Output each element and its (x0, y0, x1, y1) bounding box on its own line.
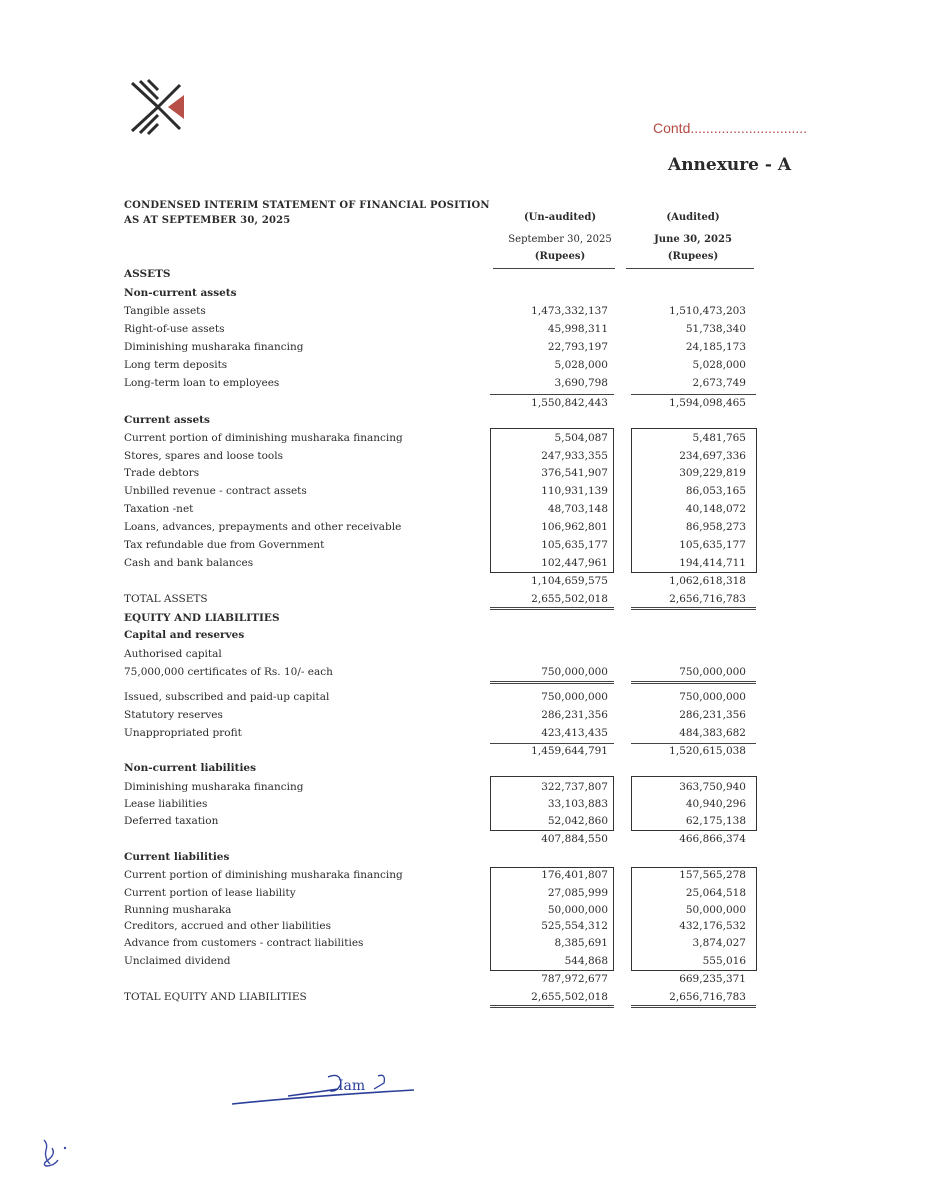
value-col1: 3,690,798 (554, 377, 608, 389)
value-col1: 376,541,907 (541, 467, 608, 479)
row-label: Long term deposits (124, 359, 228, 371)
value-col2: 3,874,027 (692, 937, 746, 949)
row-label: Running musharaka (124, 904, 232, 916)
row-label: 75,000,000 certificates of Rs. 10/- each (124, 666, 333, 678)
value-col1: 544,868 (564, 955, 608, 967)
row-label: Current portion of diminishing musharaka financing (124, 869, 403, 881)
annexure-heading: Annexure - A (668, 155, 792, 175)
value-col2: 750,000,000 (679, 691, 746, 703)
row-label: ASSETS (124, 268, 171, 280)
value-col1: 5,504,087 (554, 432, 608, 444)
subtotal-col1: 1,104,659,575 (531, 575, 608, 587)
row-label: Current portion of diminishing musharaka financing (124, 432, 403, 444)
value-col1: 322,737,807 (541, 781, 608, 793)
row-label: Authorised capital (124, 648, 222, 660)
row-label: Non-current liabilities (124, 762, 257, 774)
row-label: EQUITY AND LIABILITIES (124, 612, 280, 624)
row-label: Unclaimed dividend (124, 955, 231, 967)
value-col2: 234,697,336 (679, 450, 746, 462)
value-col2: 309,229,819 (679, 467, 746, 479)
row-label: Creditors, accrued and other liabilities (124, 920, 331, 932)
col2-unit: (Rupees) (667, 251, 719, 262)
value-col1: 525,554,312 (541, 920, 608, 932)
subtotal-col1: 1,550,842,443 (531, 397, 608, 409)
subtotal-col1: 407,884,550 (541, 833, 608, 845)
value-col2: 750,000,000 (679, 666, 746, 678)
subtotal-col2: 1,062,618,318 (669, 575, 746, 587)
value-col1: 48,703,148 (547, 503, 608, 515)
row-label: Trade debtors (124, 467, 200, 479)
value-col2: 5,028,000 (692, 359, 746, 371)
value-col1: 102,447,961 (541, 557, 608, 569)
value-col2: 484,383,682 (679, 727, 746, 739)
value-col2: 194,414,711 (679, 557, 746, 569)
value-col1: 27,085,999 (547, 887, 608, 899)
value-col1: 52,042,860 (547, 815, 608, 827)
subtotal-col1: 1,459,644,791 (531, 745, 608, 757)
subtotal-col2: 669,235,371 (679, 973, 746, 985)
value-col2: 25,064,518 (685, 887, 746, 899)
value-col1: 1,473,332,137 (531, 305, 608, 317)
value-col2: 5,481,765 (692, 432, 746, 444)
col1-date: September 30, 2025 (508, 234, 612, 245)
total-col1: 2,655,502,018 (531, 593, 608, 605)
row-label: Statutory reserves (124, 709, 223, 721)
row-label: Non-current assets (124, 287, 237, 299)
statement-title: CONDENSED INTERIM STATEMENT OF FINANCIAL POSITION (124, 200, 490, 211)
row-label: Deferred taxation (124, 815, 219, 827)
total-assets-label: TOTAL ASSETS (124, 593, 208, 605)
subtotal-col2: 466,866,374 (679, 833, 746, 845)
col1-status: (Un-audited) (523, 212, 597, 223)
value-col1: 286,231,356 (541, 709, 608, 721)
row-label: Current assets (124, 414, 210, 426)
row-label: Unbilled revenue - contract assets (124, 485, 307, 497)
value-col2: 62,175,138 (685, 815, 746, 827)
value-col2: 51,738,340 (685, 323, 746, 335)
value-col1: 110,931,139 (541, 485, 608, 497)
row-label: Advance from customers - contract liabilities (124, 937, 364, 949)
row-label: Current liabilities (124, 851, 230, 863)
value-col1: 423,413,435 (541, 727, 608, 739)
value-col2: 50,000,000 (685, 904, 746, 916)
value-col1: 45,998,311 (547, 323, 608, 335)
value-col2: 157,565,278 (679, 869, 746, 881)
col2-status: (Audited) (666, 212, 720, 223)
value-col1: 5,028,000 (554, 359, 608, 371)
value-col1: 8,385,691 (554, 937, 608, 949)
value-col1: 750,000,000 (541, 666, 608, 678)
svg-text:Iam: Iam (338, 1078, 366, 1094)
value-col2: 2,673,749 (692, 377, 746, 389)
col2-date: June 30, 2025 (654, 234, 732, 245)
statement-date: AS AT SEPTEMBER 30, 2025 (124, 215, 291, 226)
row-label: Loans, advances, prepayments and other receivable (124, 521, 402, 533)
signature (228, 1068, 423, 1113)
subtotal-col1: 787,972,677 (541, 973, 608, 985)
row-label: Taxation -net (124, 503, 194, 515)
value-col2: 86,958,273 (685, 521, 746, 533)
subtotal-col2: 1,520,615,038 (669, 745, 746, 757)
row-label: Capital and reserves (124, 629, 245, 641)
total-col2: 2,656,716,783 (669, 593, 746, 605)
value-col1: 176,401,807 (541, 869, 608, 881)
row-label: Unappropriated profit (124, 727, 242, 739)
row-label: Stores, spares and loose tools (124, 450, 283, 462)
row-label: Lease liabilities (124, 798, 208, 810)
value-col2: 86,053,165 (685, 485, 746, 497)
value-col1: 22,793,197 (547, 341, 608, 353)
subtotal-col2: 1,594,098,465 (669, 397, 746, 409)
total-col1: 2,655,502,018 (531, 991, 608, 1003)
value-col2: 1,510,473,203 (669, 305, 746, 317)
row-label: Diminishing musharaka financing (124, 341, 304, 353)
row-label: Tax refundable due from Government (124, 539, 325, 551)
value-col2: 432,176,532 (679, 920, 746, 932)
row-label: Issued, subscribed and paid-up capital (124, 691, 330, 703)
value-col2: 24,185,173 (685, 341, 746, 353)
row-label: Diminishing musharaka financing (124, 781, 304, 793)
row-label: Right-of-use assets (124, 323, 225, 335)
value-col2: 40,148,072 (685, 503, 746, 515)
value-col2: 286,231,356 (679, 709, 746, 721)
initial-mark (38, 1136, 73, 1171)
col1-unit: (Rupees) (534, 251, 586, 262)
row-label: Long-term loan to employees (124, 377, 280, 389)
value-col2: 363,750,940 (679, 781, 746, 793)
value-col1: 33,103,883 (547, 798, 608, 810)
contd-label: Contd.............................. (653, 120, 808, 136)
company-logo (128, 77, 188, 137)
value-col1: 750,000,000 (541, 691, 608, 703)
value-col1: 247,933,355 (541, 450, 608, 462)
value-col1: 106,962,801 (541, 521, 608, 533)
row-label: Current portion of lease liability (124, 887, 296, 899)
value-col2: 555,016 (702, 955, 746, 967)
value-col2: 40,940,296 (685, 798, 746, 810)
row-label: Cash and bank balances (124, 557, 254, 569)
total-col2: 2,656,716,783 (669, 991, 746, 1003)
row-label: Tangible assets (124, 305, 206, 317)
value-col1: 105,635,177 (541, 539, 608, 551)
value-col2: 105,635,177 (679, 539, 746, 551)
total-equity-liabilities-label: TOTAL EQUITY AND LIABILITIES (124, 991, 307, 1003)
value-col1: 50,000,000 (547, 904, 608, 916)
